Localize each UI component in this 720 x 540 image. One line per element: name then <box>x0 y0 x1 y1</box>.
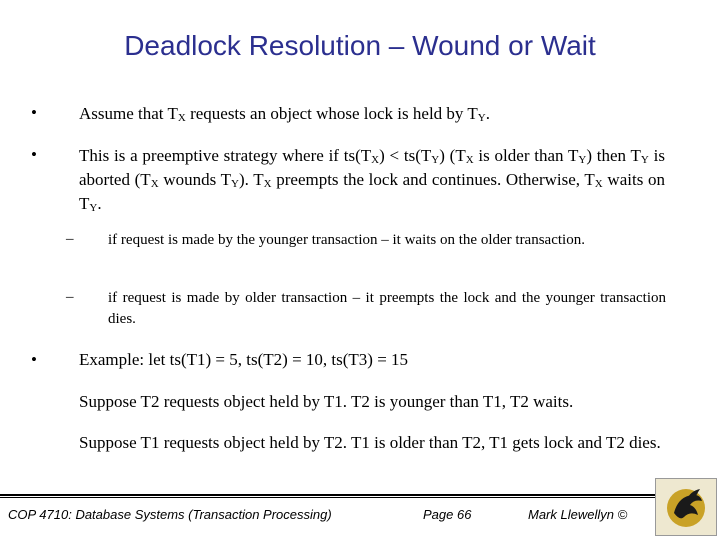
footer-rule <box>0 494 655 496</box>
footer-page: Page 66 <box>423 507 472 522</box>
bullet-marker: • <box>31 145 37 164</box>
bullet-marker: • <box>31 350 37 369</box>
ucf-pegasus-logo-icon <box>655 478 717 536</box>
sub-bullet-1-text: if request is made by the younger transaction – it waits on the older transaction. <box>108 232 585 248</box>
slide-title: Deadlock Resolution – Wound or Wait <box>124 30 596 61</box>
bullet-2-text: This is a preemptive strategy where if $ts(T_X) < ts(T_Y)$ ($T_X$ is older than $T_Y$) then $T_Y$ is aborted ($T_X$ wounds $T_Y$). $T_X$ preempts the lock and continues. Otherwise, $T_X$ waits on $T_Y$. <box>79 146 665 214</box>
sub-bullet-2-text: if request is made by older transaction – it preempts the lock and the younger transaction dies. <box>108 290 666 327</box>
bullet-1-text: Assume that $T_X$ requests an object whose lock is held by $T_Y$. <box>79 104 490 124</box>
bullet-3-text: Example: let ts(T1) = 5, ts(T2) = 10, ts(T3) = 15 <box>79 350 409 369</box>
bullet-marker: • <box>31 103 37 122</box>
footer-author: Mark Llewellyn © <box>528 507 628 522</box>
sub-bullet-marker: – <box>66 231 74 247</box>
footer-course: COP 4710: Database Systems (Transaction Processing) <box>8 507 332 522</box>
example-paragraph-2: Suppose T1 requests object held by T2. T1 is older than T2, T1 gets lock and T2 dies. <box>79 433 661 452</box>
example-paragraph-1: Suppose T2 requests object held by T1. T2 is younger than T1, T2 waits. <box>79 392 574 411</box>
footer-rule-thin <box>0 497 655 498</box>
sub-bullet-marker: – <box>66 289 74 305</box>
